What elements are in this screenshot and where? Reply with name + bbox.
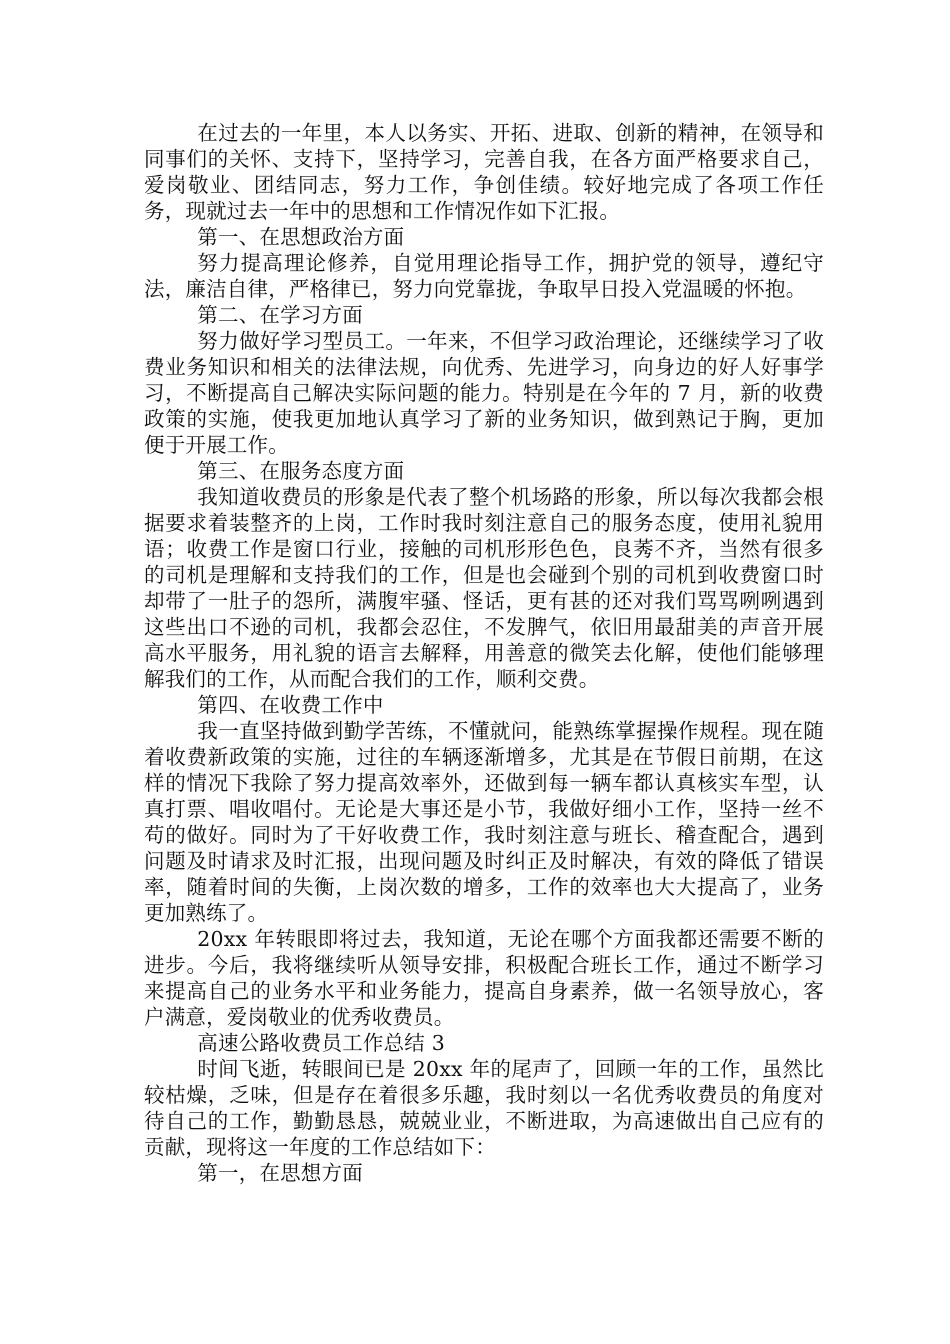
document-body: [144, 120, 824, 1186]
section-heading-toll-work: 第四、在收费工作中: [197, 693, 384, 717]
politics-paragraph: 努力提高理论修养，自觉用理论指导工作，拥护党的领导，遵纪守法，廉洁自律，严格律已，努力向党靠拢，争取早日投入党温暖的怀抱。: [144, 251, 824, 301]
summary-3-intro-paragraph: 时间飞逝，转眼间已是 20xx 年的尾声了，回顾一年的工作，虽然比较枯燥，乏味，但是存在着很多乐趣，我时刻以一名优秀收费员的角度对待自己的工作，勤勤恳恳，兢兢业业，不断进取，为高速做出自己应有的贡献，现将这一年度的工作总结如下：: [144, 1057, 824, 1159]
section-heading-thought: 第一，在思想方面: [197, 1161, 363, 1185]
outlook-paragraph: 20xx 年转眼即将过去，我知道，无论在哪个方面我都还需要不断的进步。今后，我将继续听从领导安排，积极配合班长工作，通过不断学习来提高自己的业务水平和业务能力，提高自身素养，做一名领导放心，客户满意，爱岗敬业的优秀收费员。: [144, 927, 824, 1029]
study-paragraph: 努力做好学习型员工。一年来，不但学习政治理论，还继续学习了收费业务知识和相关的法律法规，向优秀、先进学习，向身边的好人好事学习，不断提高自己解决实际问题的能力。特别是在今年的 7 月，新的收费政策的实施，使我更加地认真学习了新的业务知识，做到熟记于胸，更加便于开展工作。: [144, 329, 824, 457]
section-heading-politics: 第一、在思想政治方面: [197, 225, 405, 249]
section-heading-service: 第三、在服务态度方面: [197, 459, 405, 483]
service-paragraph: 我知道收费员的形象是代表了整个机场路的形象，所以每次我都会根据要求着装整齐的上岗，工作时我时刻注意自己的服务态度，使用礼貌用语；收费工作是窗口行业，接触的司机形形色色，良莠不齐，当然有很多的司机是理解和支持我们的工作，但是也会碰到个别的司机到收费窗口时却带了一肚子的怨所，满腹牢骚、怪话，更有甚的还对我们骂骂咧咧遇到这些出口不逊的司机，我都会忍住，不发脾气，依旧用最甜美的声音开展高水平服务，用礼貌的语言去解释，用善意的微笑去化解，使他们能够理解我们的工作，从而配合我们的工作，顺利交费。: [144, 485, 824, 691]
toll-work-paragraph: 我一直坚持做到勤学苦练，不懂就问，能熟练掌握操作规程。现在随着收费新政策的实施，过往的车辆逐渐增多，尤其是在节假日前期，在这样的情况下我除了努力提高效率外，还做到每一辆车都认真核实车型，认真打票、唱收唱付。无论是大事还是小节，我做好细小工作，坚持一丝不苟的做好。同时为了干好收费工作，我时刻注意与班长、稽查配合，遇到问题及时请求及时汇报，出现问题及时纠正及时解决，有效的降低了错误率，随着时间的失衡，上岗次数的增多，工作的效率也大大提高了，业务更加熟练了。: [144, 719, 824, 925]
section-heading-study: 第二、在学习方面: [197, 303, 363, 327]
intro-paragraph: 在过去的一年里，本人以务实、开拓、进取、创新的精神，在领导和同事们的关怀、支持下，坚持学习，完善自我，在各方面严格要求自己，爱岗敬业、团结同志，努力工作，争创佳绩。较好地完成了各项工作任务，现就过去一年中的思想和工作情况作如下汇报。: [144, 121, 824, 223]
summary-3-title: 高速公路收费员工作总结 3: [197, 1031, 445, 1055]
